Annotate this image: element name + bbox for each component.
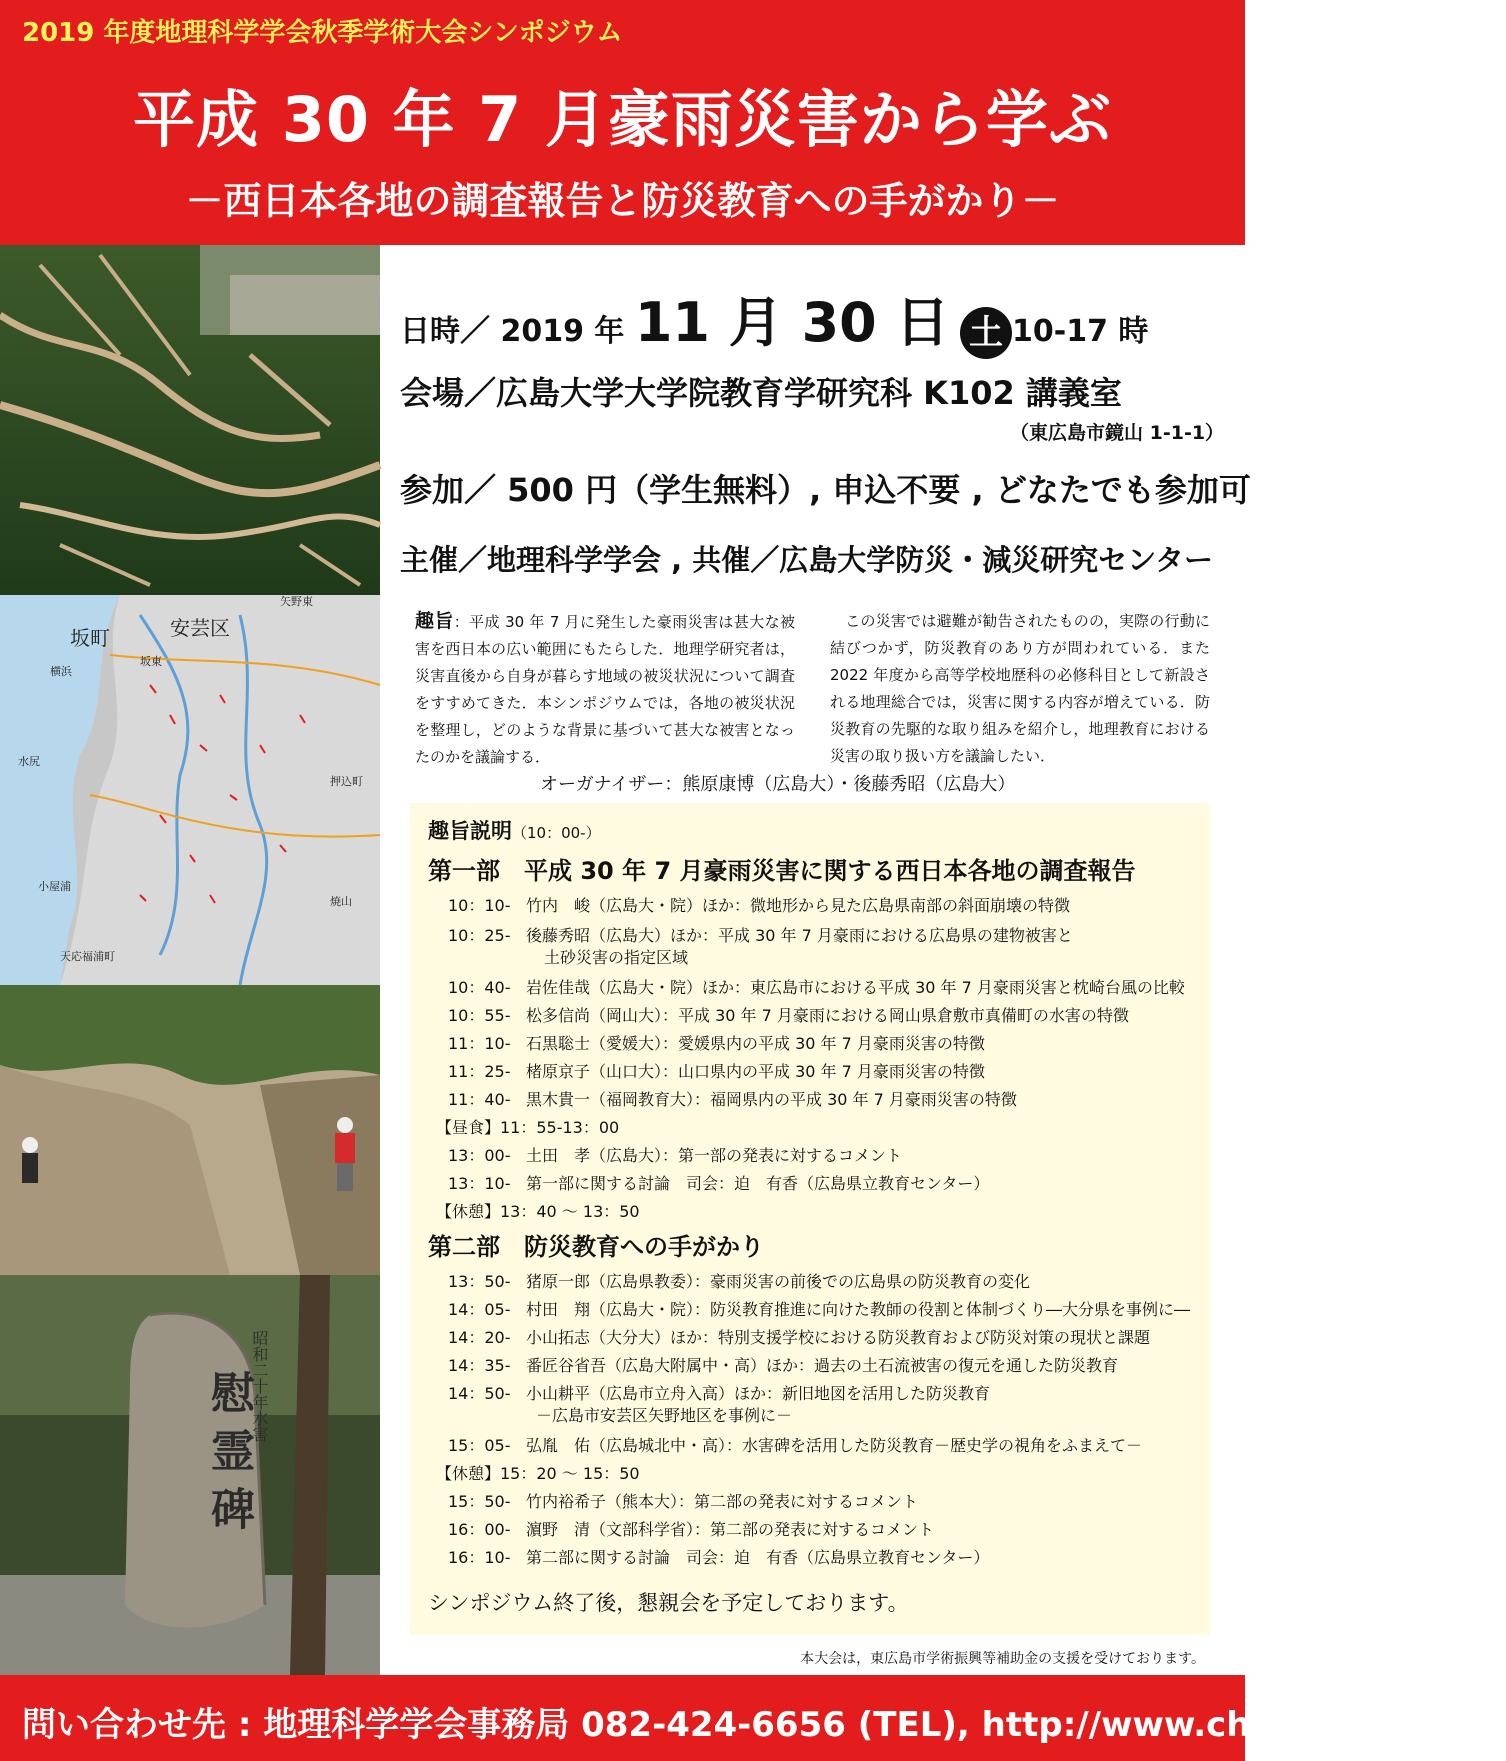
item-time: 14：35- (448, 1356, 511, 1375)
item-text: 竹内 峻（広島大・院）ほか：微地形から見た広島県南部の斜面崩壊の特徴 (526, 896, 1071, 915)
item-text: 黒木貴一（福岡教育大）：福岡県内の平成 30 年 7 月豪雨災害の特徴 (526, 1090, 1017, 1109)
item-time: 11：25- (448, 1062, 511, 1081)
item-text: 土田 孝（広島大）：第一部の発表に対するコメント (526, 1146, 903, 1165)
abstract-left (415, 608, 795, 771)
abstract-lead: 趣旨 (415, 610, 454, 632)
item-text: 猪原一郎（広島県教委）：豪雨災害の前後での広島県の防災教育の変化 (526, 1272, 1031, 1291)
aerial-landslide-photo (0, 245, 380, 595)
break-1: 【休憩】13：40 ～ 13：50 (436, 1202, 640, 1221)
item-text: 濵野 清（文部科学省）：第二部の発表に対するコメント (526, 1520, 935, 1539)
item-time: 14：50- (448, 1384, 511, 1403)
program-item (448, 1403, 792, 1426)
program-box (410, 803, 1210, 1635)
item-time: 10：25- (448, 926, 511, 945)
program-item (448, 1433, 1142, 1456)
item-text: 村田 翔（広島大・院）：防災教育推進に向けた教師の役割と体制づくり―大分県を事例に― (526, 1300, 1191, 1319)
item-text: 松多信尚（岡山大）：平成 30 年 7 月豪雨における岡山県倉敷市真備町の水害の特徴 (526, 1006, 1129, 1025)
item-time: 14：20- (448, 1328, 511, 1347)
debris-flow-photo (0, 985, 380, 1275)
disaster-map (0, 595, 380, 985)
page-title: 平成 30 年 7 月豪雨災害から学ぶ (133, 83, 1112, 156)
item-time: 16：00- (448, 1520, 511, 1539)
day-badge: 土 (960, 307, 1012, 359)
item-text: 竹内裕希子（熊本大）：第二部の発表に対するコメント (526, 1492, 919, 1511)
memorial-stone-photo (0, 1275, 380, 1675)
date-big: 11 月 30 日 (634, 291, 950, 354)
item-text: －広島市安芸区矢野地区を事例に－ (536, 1406, 793, 1425)
organizers: オーガナイザー：熊原康博（広島大）・後藤秀昭（広島大） (540, 774, 1016, 795)
closing-note: シンポジウム終了後，懇親会を予定しております。 (428, 1591, 909, 1615)
map-label-akiku: 安芸区 (170, 616, 230, 640)
host: 主催／地理科学学会 , 共催／広島大学防災・減災研究センター (400, 543, 1214, 577)
program-item (448, 945, 688, 968)
program-item (448, 1087, 1017, 1110)
funding-note: 本大会は，東広島市学術振興等補助金の支援を受けております。 (800, 1651, 1205, 1667)
item-text: 弘胤 佑（広島城北中・高）：水害碑を活用した防災教育－歴史学の視角をふまえて－ (526, 1436, 1143, 1455)
item-text: 小山拓志（大分大）ほか：特別支援学校における防災教育および防災対策の現状と課題 (526, 1328, 1151, 1347)
program-item (448, 1489, 918, 1512)
intro-time: （10：00-） (512, 824, 601, 842)
program-item (448, 1517, 934, 1540)
program-item (448, 1059, 985, 1082)
map-label-koyaura: 小屋浦 (38, 880, 71, 893)
stone-inscription-big: 慰霊碑 (203, 1370, 254, 1544)
item-text: 岩佐佳哉（広島大・院）ほか：東広島市における平成 30 年 7 月豪雨災害と枕崎台風の比較 (526, 978, 1185, 997)
item-time: 13：00- (448, 1146, 511, 1165)
item-time: 10：10- (448, 896, 511, 915)
item-text: 石黒聡士（愛媛大）：愛媛県内の平成 30 年 7 月豪雨災害の特徴 (526, 1034, 985, 1053)
contact-footer (0, 1675, 1506, 1761)
event-time: 10-17 時 (1012, 314, 1149, 349)
program-item (448, 1031, 985, 1054)
part2-heading: 第二部 防災教育への手がかり (428, 1233, 764, 1261)
program-item (448, 893, 1070, 916)
map-label-sakacho: 坂町 (70, 626, 110, 650)
event-name: 2019 年度地理科学学会秋季学術大会シンポジウム (22, 18, 623, 48)
lunch-break: 【昼食】11：55-13：00 (436, 1118, 620, 1137)
header-banner (0, 0, 1245, 245)
item-time: 14：05- (448, 1300, 511, 1319)
intro-label: 趣旨説明 (428, 819, 512, 843)
item-time: 15：05- (448, 1436, 511, 1455)
abstract-right (830, 608, 1210, 770)
program-item (448, 975, 1185, 998)
event-date (400, 280, 1148, 359)
item-time: 11：40- (448, 1090, 511, 1109)
map-label-yakiyama: 焼山 (330, 895, 352, 908)
address: （東広島市鏡山 1-1-1） (1010, 422, 1225, 444)
fee: 参加／ 500 円（学生無料）, 申込不要 , どなたでも参加可 (400, 471, 1251, 509)
item-text: 第一部に関する討論 司会：迫 有香（広島県立教育センター） (526, 1174, 990, 1193)
item-time: 16：10- (448, 1548, 511, 1567)
date-label: 日時／ 2019 年 (400, 314, 625, 349)
abstract-left-text: ：平成 30 年 7 月に発生した豪雨災害は甚大な被害を西日本の広い範囲にもたらした．地理学研究者は，災害直後から自身が暮らす地域の被災状況について調査をすすめてきた．本シンポジウムでは，各地の被災状況を整理し，どのような背景に基づいて甚大な被害となったのかを議論する． (415, 613, 795, 766)
item-time: 10：40- (448, 978, 511, 997)
item-text: 後藤秀昭（広島大）ほか：平成 30 年 7 月豪雨における広島県の建物被害と (526, 926, 1073, 945)
item-text: 第二部に関する討論 司会：迫 有香（広島県立教育センター） (526, 1548, 990, 1567)
map-label-yokohama: 横浜 (50, 665, 72, 678)
item-time: 13：10- (448, 1174, 511, 1193)
map-label-mizujiri: 水尻 (18, 755, 40, 768)
map-label-yanohigashi: 矢野東 (280, 595, 313, 608)
program-item (448, 1143, 902, 1166)
map-label-tenno: 天応福浦町 (60, 950, 115, 963)
stone-inscription-small: 昭和二十年水害 (250, 1330, 269, 1442)
item-text: 土砂災害の指定区域 (544, 948, 689, 967)
page-subtitle: －西日本各地の調査報告と防災教育への手がかり－ (185, 179, 1060, 223)
abstract-right-text: この災害では避難が勧告されたものの，実際の行動に結びつかず，防災教育のあり方が問われている．また 2022 年度から高等学校地歴科の必修科目として新設される地理総合では，災害に関する内容が増えている．防災教育の先駆的な取り組みを紹介し，地理教育における災害の取り扱い方を議論したい． (830, 612, 1210, 765)
program-item (448, 1545, 989, 1568)
intro-heading (428, 815, 601, 845)
item-text: 楮原京子（山口大）：山口県内の平成 30 年 7 月豪雨災害の特徴 (526, 1062, 985, 1081)
item-time: 15：50- (448, 1492, 511, 1511)
item-time: 13：50- (448, 1272, 511, 1291)
program-item (448, 1297, 1190, 1320)
item-time: 11：10- (448, 1034, 511, 1053)
program-item (448, 1381, 990, 1404)
program-item (448, 1325, 1150, 1348)
break-2: 【休憩】15：20 ～ 15：50 (436, 1464, 640, 1483)
program-item (448, 923, 1073, 946)
item-time: 10：55- (448, 1006, 511, 1025)
contact-info: 問い合わせ先 : 地理科学学会事務局 082-424-6656 (TEL), http://www.chiri-kagaku.jp/ (22, 1705, 1506, 1745)
item-text: 番匠谷省吾（広島大附属中・高）ほか：過去の土石流被害の復元を通した防災教育 (526, 1356, 1119, 1375)
part1-heading: 第一部 平成 30 年 7 月豪雨災害に関する西日本各地の調査報告 (428, 857, 1136, 885)
item-text: 小山耕平（広島市立舟入高）ほか：新旧地図を活用した防災教育 (526, 1384, 991, 1403)
program-item (448, 1353, 1118, 1376)
map-label-oshikomi: 押込町 (330, 775, 363, 788)
program-item (448, 1171, 989, 1194)
venue: 会場／広島大学大学院教育学研究科 K102 講義室 (400, 374, 1122, 412)
program-item (448, 1003, 1129, 1026)
map-label-sakahigashi: 坂東 (140, 655, 162, 668)
program-item (448, 1269, 1030, 1292)
